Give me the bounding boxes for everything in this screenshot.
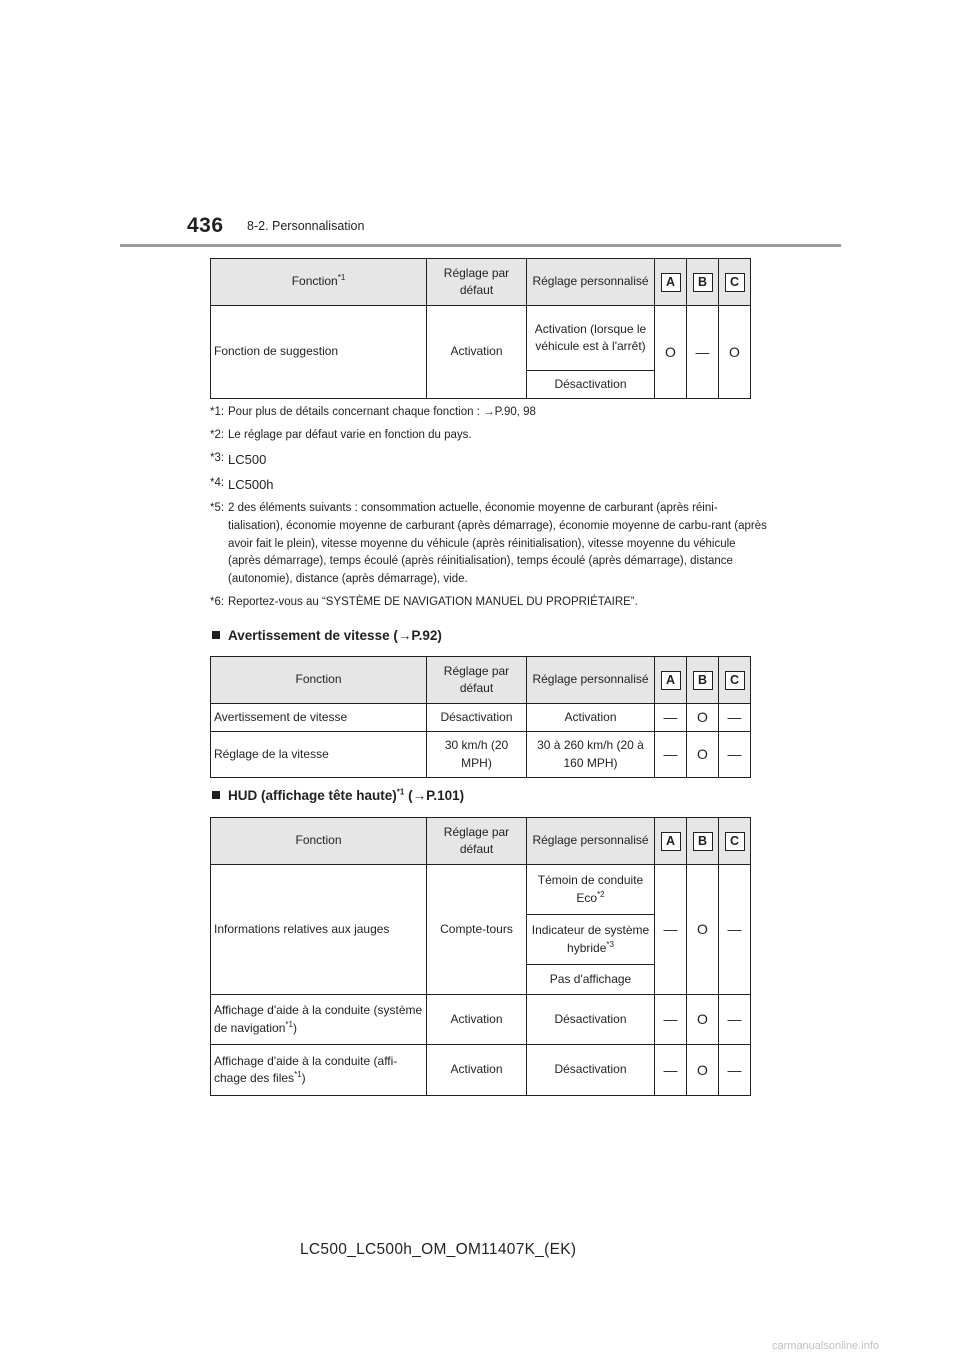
footnote: *4: LC500h: [210, 476, 274, 492]
header-custom: Réglage personnalisé: [527, 818, 655, 865]
header-col-a: A: [655, 259, 687, 306]
table-row: [211, 704, 751, 732]
col-a-mark: —: [655, 732, 687, 778]
col-a-mark: —: [655, 995, 687, 1045]
col-b-mark: O: [687, 995, 719, 1045]
col-c-mark: O: [719, 306, 751, 399]
hud-table: [210, 817, 751, 1096]
header-col-c: C: [719, 657, 751, 704]
default-cell: Activation: [427, 995, 527, 1045]
function-cell: Avertissement de vitesse: [211, 704, 427, 732]
footnote: *1: Pour plus de détails concernant chaque fonction : →P.90, 98: [210, 406, 536, 418]
col-a-mark: O: [655, 306, 687, 399]
table-row: [211, 1045, 751, 1096]
header-col-b: B: [687, 657, 719, 704]
col-a-mark: —: [655, 704, 687, 732]
bullet-square-icon: [212, 791, 220, 799]
footnotes: [210, 404, 770, 617]
default-cell: Activation: [427, 1045, 527, 1096]
col-b-mark: O: [687, 704, 719, 732]
col-b-mark: O: [687, 732, 719, 778]
page-number: 436: [187, 214, 224, 237]
header-custom: Réglage personnalisé: [527, 657, 655, 704]
watermark: carmanualsonline.info: [772, 1340, 880, 1352]
header-col-c: C: [719, 818, 751, 865]
header-col-a: A: [655, 818, 687, 865]
table-row: [211, 995, 751, 1045]
header-custom: Réglage personnalisé: [527, 259, 655, 306]
col-c-mark: —: [719, 732, 751, 778]
custom-cell: Activation (lorsque le véhicule est à l'arrêt): [527, 306, 655, 371]
table-row: [211, 732, 751, 778]
footer-manual-code: LC500_LC500h_OM_OM11407K_(EK): [300, 1241, 577, 1258]
header-default: Réglage par défaut: [427, 818, 527, 865]
function-cell: Réglage de la vitesse: [211, 732, 427, 778]
header-function: Fonction: [211, 657, 427, 704]
function-cell: Affichage d'aide à la conduite (affi-chage des files$^{*1}$): [211, 1045, 427, 1096]
default-cell: Désactivation: [427, 704, 527, 732]
header-default: Réglage par défaut: [427, 259, 527, 306]
default-cell: Activation: [427, 306, 527, 399]
col-b-mark: O: [687, 865, 719, 995]
header-function: Fonction$^{*1}$: [211, 259, 427, 306]
col-a-mark: —: [655, 865, 687, 995]
suggestion-settings-table: [210, 258, 751, 399]
custom-cell: 30 à 260 km/h (20 à 160 MPH): [527, 732, 655, 778]
custom-cell: Désactivation: [527, 371, 655, 399]
footnote: *6: Reportez-vous au “SYSTÈME DE NAVIGATION MANUEL DU PROPRIÉTAIRE”.: [210, 595, 638, 608]
col-a-mark: —: [655, 1045, 687, 1096]
header-function: Fonction: [211, 818, 427, 865]
function-cell: Informations relatives aux jauges: [211, 865, 427, 995]
custom-cell: Activation: [527, 704, 655, 732]
col-c-mark: —: [719, 704, 751, 732]
col-b-mark: —: [687, 306, 719, 399]
hud-heading: HUD (affichage tête haute)$^{*1}$ (→P.101): [212, 788, 464, 803]
custom-cell: Désactivation: [527, 995, 655, 1045]
custom-cell: Désactivation: [527, 1045, 655, 1096]
col-c-mark: —: [719, 995, 751, 1045]
default-cell: Compte-tours: [427, 865, 527, 995]
col-c-mark: —: [719, 865, 751, 995]
footnote: *5: 2 des éléments suivants : consommation actuelle, économie moyenne de carburant (après réini-tialisation), économie moyenne de carburant (après démarrage), économie moyenne de carbu-rant (après avoir fait le plein), vitesse moyenne du véhicule (après réinitialisation), vitesse moyenne du véhicule (après démarrage), temps écoulé (après réinitialisation), temps écoulé (après démarrage), distance (autonomie), distance (après démarrage), vide.: [210, 501, 767, 586]
header-rule: [120, 244, 841, 247]
header-col-b: B: [687, 818, 719, 865]
col-b-mark: O: [687, 1045, 719, 1096]
function-cell: Affichage d'aide à la conduite (système de navigation$^{*1}$): [211, 995, 427, 1045]
custom-cell: Pas d'affichage: [527, 965, 655, 995]
bullet-square-icon: [212, 631, 220, 639]
custom-cell: Indicateur de système hybride$^{*3}$: [527, 915, 655, 965]
col-c-mark: —: [719, 1045, 751, 1096]
header-col-a: A: [655, 657, 687, 704]
default-cell: 30 km/h (20 MPH): [427, 732, 527, 778]
speed-warning-heading: Avertissement de vitesse (→P.92): [212, 628, 442, 643]
header-col-b: B: [687, 259, 719, 306]
header-col-c: C: [719, 259, 751, 306]
footnote: *3: LC500: [210, 451, 267, 467]
speed-warning-table: [210, 656, 751, 778]
footnote: *2: Le réglage par défaut varie en fonction du pays.: [210, 428, 472, 441]
section-title: 8-2. Personnalisation: [247, 219, 365, 233]
custom-cell: Témoin de conduite Eco$^{*2}$: [527, 865, 655, 915]
header-default: Réglage par défaut: [427, 657, 527, 704]
function-cell: Fonction de suggestion: [211, 306, 427, 399]
